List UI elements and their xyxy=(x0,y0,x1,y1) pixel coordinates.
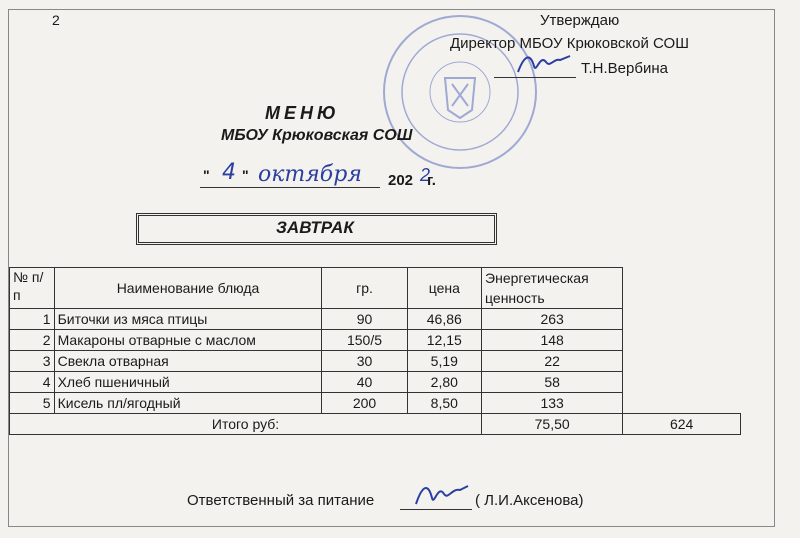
date-year-digit: 2 xyxy=(420,165,431,185)
row-name: Хлеб пшеничный xyxy=(54,372,322,393)
responsible-signature xyxy=(410,476,470,510)
row-num: 5 xyxy=(10,393,55,414)
row-price: 46,86 xyxy=(407,309,482,330)
row-energy: 58 xyxy=(482,372,623,393)
row-grams: 30 xyxy=(322,351,407,372)
date-quote-close: " xyxy=(242,167,249,183)
page-number: 2 xyxy=(52,12,60,28)
approval-title: Директор МБОУ Крюковской СОШ xyxy=(450,35,689,52)
header-num: № п/п xyxy=(10,268,55,309)
header-price: цена xyxy=(407,268,482,309)
menu-title: МЕНЮ xyxy=(265,103,340,123)
approval-name: Т.Н.Вербина xyxy=(581,60,668,77)
row-price: 2,80 xyxy=(407,372,482,393)
date-underline xyxy=(200,187,380,188)
total-price: 75,50 xyxy=(482,414,623,435)
school-name: МБОУ Крюковская СОШ xyxy=(221,127,413,144)
row-energy: 22 xyxy=(482,351,623,372)
header-energy: Энергетическая ценность xyxy=(482,268,623,309)
row-price: 8,50 xyxy=(407,393,482,414)
footer-name: ( Л.И.Аксенова) xyxy=(475,492,584,509)
footer-label: Ответственный за питание xyxy=(187,492,375,509)
director-signature xyxy=(514,48,574,78)
row-num: 3 xyxy=(10,351,55,372)
row-name: Макароны отварные с маслом xyxy=(54,330,322,351)
row-num: 2 xyxy=(10,330,55,351)
table-row xyxy=(10,330,741,351)
date-year-prefix: 202 xyxy=(388,172,414,189)
row-name: Биточки из мяса птицы xyxy=(54,309,322,330)
menu-table xyxy=(9,267,741,435)
table-row xyxy=(10,309,741,330)
row-price: 12,15 xyxy=(407,330,482,351)
row-name: Кисель пл/ягодный xyxy=(54,393,322,414)
row-energy: 148 xyxy=(482,330,623,351)
row-price: 5,19 xyxy=(407,351,482,372)
row-energy: 263 xyxy=(482,309,623,330)
header-grams: гр. xyxy=(322,268,407,309)
row-num: 4 xyxy=(10,372,55,393)
table-row xyxy=(10,372,741,393)
table-row xyxy=(10,351,741,372)
row-grams: 200 xyxy=(322,393,407,414)
total-row xyxy=(10,414,741,435)
meal-label: ЗАВТРАК xyxy=(276,218,354,237)
approval-word: Утверждаю xyxy=(540,12,620,29)
row-grams: 90 xyxy=(322,309,407,330)
total-label: Итого руб: xyxy=(10,414,482,435)
row-grams: 40 xyxy=(322,372,407,393)
row-energy: 133 xyxy=(482,393,623,414)
row-num: 1 xyxy=(10,309,55,330)
date-month: октября xyxy=(258,162,362,187)
row-grams: 150/5 xyxy=(322,330,407,351)
total-energy: 624 xyxy=(623,414,741,435)
row-name: Свекла отварная xyxy=(54,351,322,372)
table-row xyxy=(10,393,741,414)
header-name: Наименование блюда xyxy=(54,268,322,309)
date-year-suffix: г. xyxy=(427,172,436,189)
table-header-row xyxy=(10,268,741,309)
date-quote-open: " xyxy=(203,167,210,183)
date-day: 4 xyxy=(222,160,236,185)
